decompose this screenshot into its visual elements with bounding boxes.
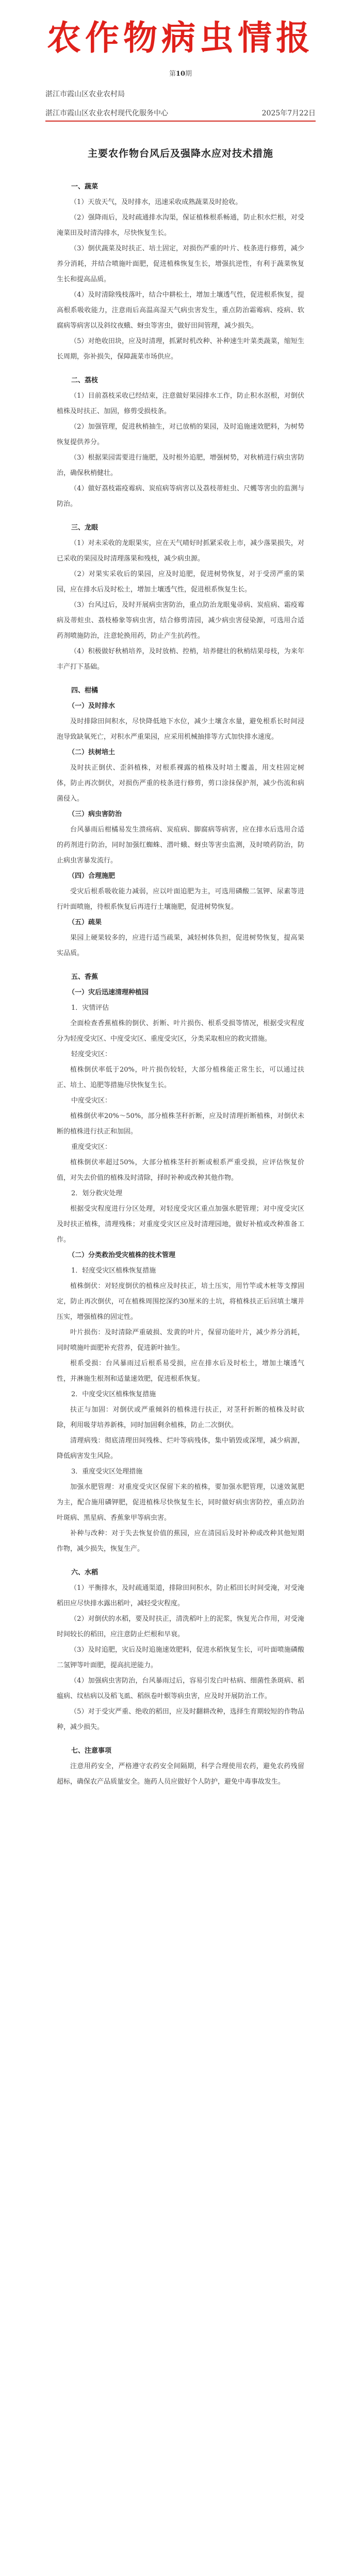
paragraph: （2）强降雨后，及时疏通排水沟渠，保证植株根系畅通，防止积水烂根，对受淹菜田及时清沟排水，尽快恢复生长。: [57, 214, 304, 237]
paragraph: 植株倒伏率超过50%，大部分植株茎秆折断或根系严重受损，应评估恢复价值，对失去价值的植株及时清除，择时补种或改种其他作物。: [57, 1159, 304, 1182]
issuing-org-1: 湛江市霞山区农业农村局: [45, 90, 125, 98]
issue-number-value: 10: [175, 70, 186, 78]
paragraph: （4）及时清除残枝落叶，结合中耕松土，增加土壤透气性，促进根系恢复，提高根系吸收能力，注意雨后高温高湿天气病虫害发生，重点防治霜霉病、疫病、软腐病等病害以及斜纹夜蛾、蚜虫等害虫，做好田间管理，减少损失。: [57, 291, 304, 330]
paragraph: （3）倒伏蔬菜及时扶正、培土固定，对损伤严重的叶片、枝条进行修剪，减少养分消耗，并结合喷施叶面肥，促进植株恢复生长，增强抗逆性，有利于蔬菜恢复生长和提高品质。: [57, 245, 304, 283]
paragraph: （4）做好荔枝霜疫霉病、炭疽病等病害以及荔枝蒂蛀虫、尺蠖等害虫的监测与防治。: [57, 485, 304, 508]
paragraph: （2）对果实采收后的果园，应及时追肥，促进树势恢复，对于受涝严重的果园，应在排水后及时松土，增加土壤透气性，促进根系恢复生长。: [57, 570, 304, 594]
paragraph: 补种与改种：对于失去恢复价值的蕉园，应在清园后及时补种或改种其他短期作物，减少损失，恢复生产。: [57, 1530, 304, 1553]
subsection-label: 3．重度受灾区处理措施: [71, 1468, 143, 1476]
section-heading: 一、蔬菜: [71, 183, 99, 191]
paragraph: 及时排除田间积水，尽快降低地下水位，减少土壤含水量，避免根系长时间浸泡导致缺氧死亡，对积水严重果园，应采用机械抽排等方式加快排水速度。: [57, 718, 304, 741]
subsection-heading: （一）灾后迅速清理种植园: [68, 989, 149, 996]
paragraph: 全面检查香蕉植株的倒伏、折断、叶片损伤、根系受损等情况，根据受灾程度分为轻度受灾区、中度受灾区、重度受灾区，分类采取相应的救灾措施。: [57, 1020, 304, 1043]
section-heading: 七、注意事项: [71, 1747, 112, 1755]
subsection-heading: （二）分类救治受灾植株的技术管理: [68, 1251, 176, 1259]
subsection-heading: （五）疏果: [68, 919, 102, 926]
paragraph: 根据受灾程度进行分区处理，对轻度受灾区重点加强水肥管理；对中度受灾区及时扶正植株，清理残株；对重度受灾区应及时清理园地，做好补植或改种准备工作。: [57, 1205, 304, 1244]
subsection-label: 中度受灾区：: [71, 1097, 112, 1105]
paragraph: 台风暴雨后柑橘易发生溃疡病、炭疽病、脚腐病等病害，应在排水后选用合适的药剂进行防治，同时加强红蜘蛛、潜叶蛾、蚜虫等害虫监测，及时喷药防治，防止病虫害暴发流行。: [57, 826, 304, 865]
document-body: [57, 178, 304, 1790]
paragraph: 植株倒伏率低于20%，叶片损伤较轻，大部分植株能正常生长，可以通过扶正、培土、追肥等措施尽快恢复生长。: [57, 1066, 304, 1089]
subsection-label: 2．划分救灾处理: [71, 1190, 123, 1197]
paragraph: （3）根据果园需要进行施肥，及时根外追肥，增强树势，对秋梢进行病虫害防治，确保秋梢健壮。: [57, 454, 304, 477]
document-title: 主要农作物台风后及强降水应对技术措施: [87, 148, 273, 159]
issue-number: [0, 68, 361, 78]
paragraph: 扶正与加固：对倒伏或严重倾斜的植株进行扶正，对茎秆折断的植株及时砍除，利用吸芽培养新株，同时加固剩余植株，防止二次倒伏。: [57, 1406, 304, 1429]
paragraph: （4）积极做好秋梢培养，及时放梢、控梢，培养健壮的秋梢结果母枝，为来年丰产打下基础。: [57, 648, 304, 671]
subsection-label: 重度受灾区：: [71, 1143, 112, 1151]
paragraph: 根系受损：台风暴雨过后根系易受损，应在排水后及时松土，增加土壤透气性，并淋施生根剂和适量速效肥，促进根系恢复。: [57, 1360, 304, 1383]
paragraph: 植株倒伏率20%～50%，部分植株茎秆折断，应及时清理折断植株，对倒伏未断的植株进行扶正和加固。: [57, 1112, 304, 1136]
issue-date: 2025年7月22日: [261, 109, 316, 117]
issuing-org-row: [45, 108, 316, 118]
paragraph: （3）及时追肥，灾后及时追施速效肥料，促进水稻恢复生长，可叶面喷施磷酸二氢钾等叶面肥，提高抗逆能力。: [57, 1646, 304, 1669]
paragraph: 受灾后根系吸收能力减弱，应以叶面追肥为主，可选用磷酸二氢钾、尿素等进行叶面喷施，待根系恢复后再进行土壤施肥，促进树势恢复。: [57, 888, 304, 911]
paragraph: （2）对倒伏的水稻，要及时扶正，清洗稻叶上的泥浆，恢复光合作用，对受淹时间较长的稻田，应注意防止烂根和早衰。: [57, 1615, 304, 1638]
paragraph: （1）平衡排水，及时疏通渠道，排除田间积水，防止稻田长时间受淹，对受淹稻田应尽快排水露出稻叶，减轻受灾程度。: [57, 1584, 304, 1607]
subsection-heading: （二）扶树培土: [68, 749, 116, 756]
section-heading: 五、香蕉: [71, 973, 99, 981]
issue-prefix: 第: [169, 70, 176, 78]
paragraph: （5）对绝收田块，应及时清理，抓紧时机改种、补种速生叶菜类蔬菜，缩短生长周期，弥补损失，保障蔬菜市场供应。: [57, 337, 304, 361]
paragraph: （1）目前荔枝采收已经结束，注意做好果园排水工作，防止积水沤根，对倒伏植株及时扶正、加固，修剪受损枝条。: [57, 392, 304, 415]
paragraph: 清理病残：彻底清理田间残株、烂叶等病残体，集中销毁或深埋，减少病源，降低病害发生风险。: [57, 1437, 304, 1460]
subsection-heading: （三）病虫害防治: [68, 810, 122, 818]
subsection-label: 2．中度受灾区植株恢复措施: [71, 1391, 156, 1398]
section-heading: 四、柑橘: [71, 687, 99, 694]
subsection-label: 轻度受灾区：: [71, 1050, 112, 1058]
paragraph: （3）台风过后，及时开展病虫害防治，重点防治龙眼鬼帚病、炭疽病、霜疫霉病及蒂蛀虫、荔枝椿象等病虫害，结合修剪清园，减少病虫害侵染源，可选用合适药剂喷施防治，注意轮换用药，防止产生抗药性。: [57, 601, 304, 640]
paragraph: 及时扶正倒伏、歪斜植株，对根系裸露的植株及时培土覆盖，用支柱固定树体，防止再次倒伏，对损伤严重的枝条进行修剪，剪口涂抹保护剂，减少伤流和病菌侵入。: [57, 764, 304, 803]
subsection-heading: （一）及时排水: [68, 702, 116, 710]
issue-suffix: 期: [185, 70, 192, 78]
paragraph: 注意用药安全，严格遵守农药安全间隔期，科学合理使用农药，避免农药残留超标，确保农产品质量安全。施药人员应做好个人防护，避免中毒事故发生。: [57, 1762, 304, 1786]
red-divider: [45, 121, 316, 122]
issuing-org-2: 湛江市霞山区农业农村现代化服务中心: [45, 109, 168, 117]
paragraph: 植株倒伏：对轻度倒伏的植株应及时扶正，培土压实，用竹竿或木桩等支撑固定，防止再次倒伏，可在植株周围挖深约30厘米的土坑，将植株扶正后回填土壤并压实，增强植株的固定性。: [57, 1282, 304, 1321]
paragraph: （2）加强管理，促进秋梢抽生，对已放梢的果园，及时追施速效肥料，为树势恢复提供养分。: [57, 423, 304, 446]
section-heading: 六、水稻: [71, 1569, 99, 1577]
subsection-heading: （四）合理施肥: [68, 872, 116, 880]
paragraph: （4）加强病虫害防治，台风暴雨过后，容易引发白叶枯病、细菌性条斑病、稻瘟病、纹枯病以及稻飞虱、稻纵卷叶螟等病虫害，应及时开展防治工作。: [57, 1677, 304, 1700]
masthead-title: 农作物病虫情报: [47, 18, 314, 58]
section-heading: 三、龙眼: [71, 524, 99, 532]
paragraph: 叶片损伤：及时清除严重破损、发黄的叶片，保留功能叶片，减少养分消耗，同时喷施叶面肥补充营养，促进新叶抽生。: [57, 1329, 304, 1352]
subsection-label: 1．轻度受灾区植株恢复措施: [71, 1267, 156, 1275]
paragraph: （1）对未采收的龙眼果实，应在天气晴好时抓紧采收上市，减少落果损失，对已采收的果园及时清理落果和残枝，减少病虫源。: [57, 539, 304, 563]
paragraph: （1）天放天气，及时排水，迅速采收成熟蔬菜及时抢收。: [70, 198, 242, 206]
section-heading: 二、荔枝: [71, 377, 99, 384]
paragraph: 加强水肥管理：对重度受灾区保留下来的植株，要加强水肥管理，以速效氮肥为主，配合施用磷钾肥，促进植株尽快恢复生长，同时做好病虫害防控，重点防治叶斑病、黑星病、香蕉象甲等病虫害。: [57, 1483, 304, 1522]
paragraph: 果园上硬果较多的，应进行适当疏果，减轻树体负担，促进树势恢复，提高果实品质。: [57, 934, 304, 957]
paragraph: （5）对于受灾严重、绝收的稻田，应及时翻耕改种，选择生育期较短的作物品种，减少损失。: [57, 1708, 304, 1731]
subsection-label: 1．灾情评估: [71, 1004, 109, 1012]
